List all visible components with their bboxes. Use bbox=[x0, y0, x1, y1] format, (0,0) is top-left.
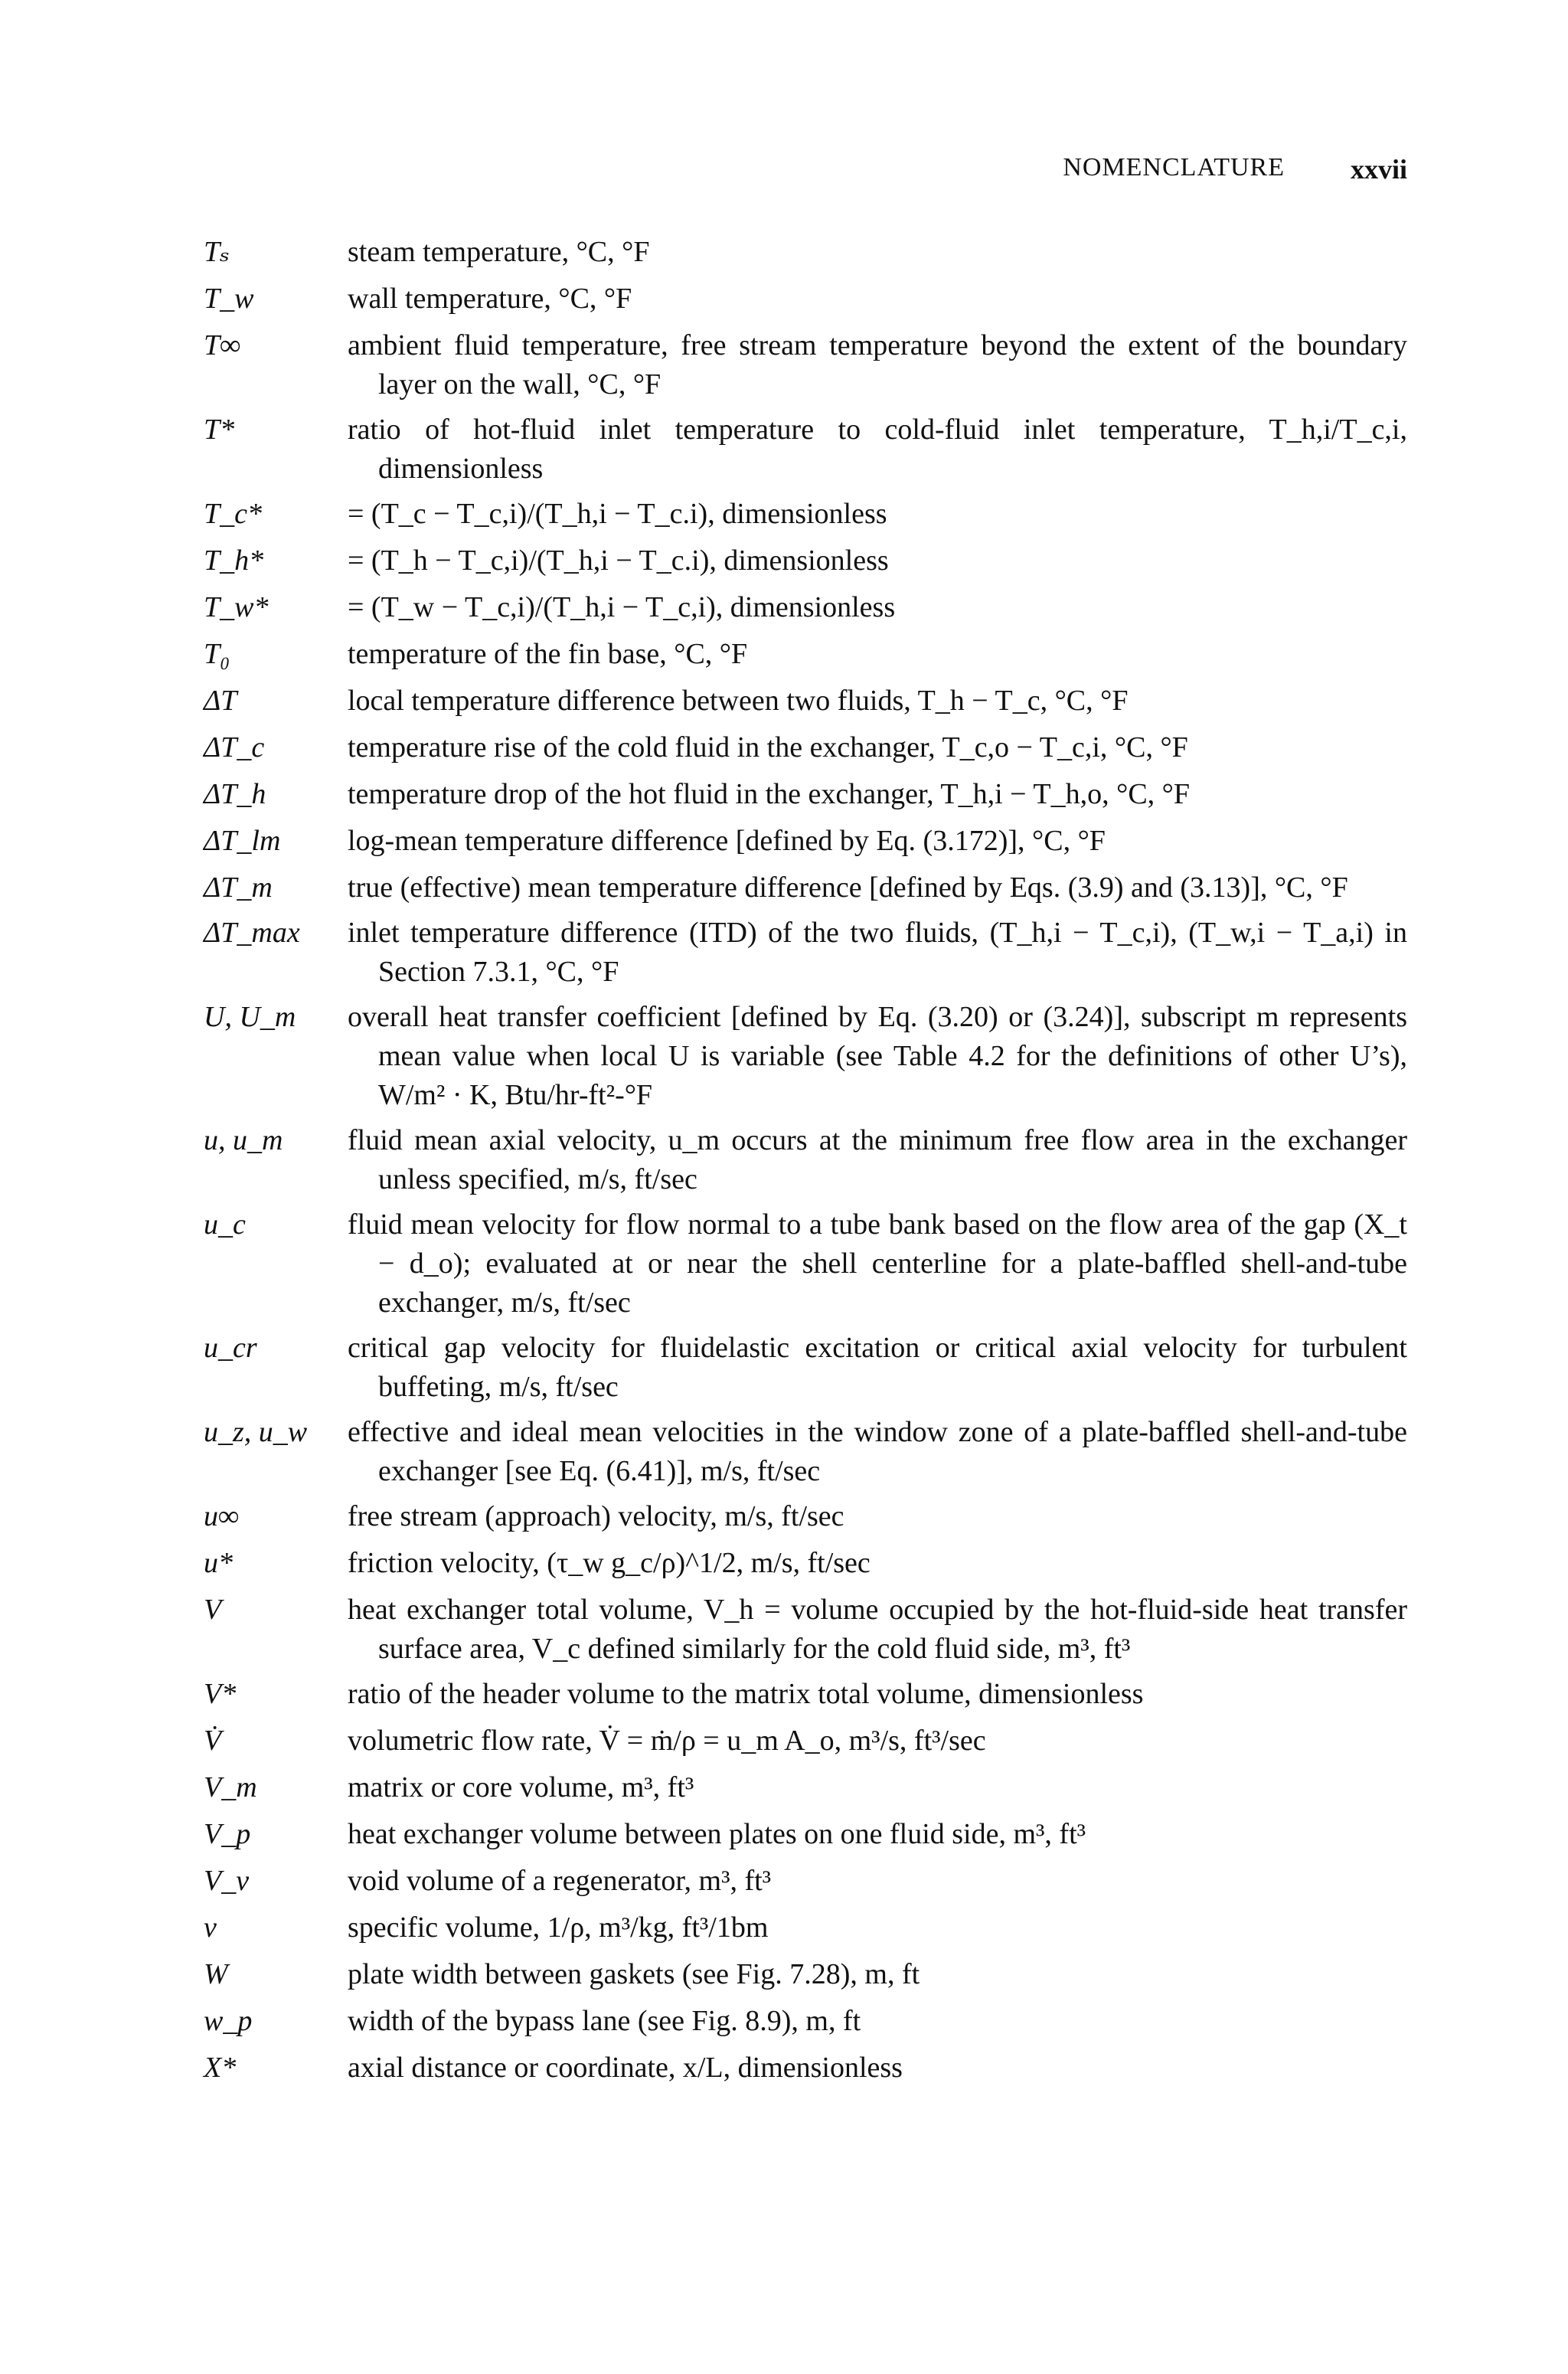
page-number: xxvii bbox=[1350, 154, 1407, 185]
nomenclature-entry bbox=[204, 1815, 1407, 1854]
entry-definition: = (T_w − T_c,i)/(T_h,i − T_c,i), dimensionless bbox=[348, 591, 896, 623]
entry-symbol: T_c* bbox=[204, 498, 262, 530]
entry-symbol: Tₛ bbox=[204, 236, 230, 268]
entry-definition: temperature drop of the hot fluid in the exchanger, T_h,i − T_h,o, °C, °F bbox=[348, 778, 1190, 810]
nomenclature-entry bbox=[204, 1768, 1407, 1807]
nomenclature-entry bbox=[204, 1722, 1407, 1761]
nomenclature-entry bbox=[204, 1121, 1407, 1199]
entry-symbol: T_w* bbox=[204, 591, 269, 623]
nomenclature-entry bbox=[204, 541, 1407, 580]
entry-symbol: V̇ bbox=[204, 1725, 222, 1757]
nomenclature-entry bbox=[204, 495, 1407, 534]
entry-definition: effective and ideal mean velocities in the window zone of a plate-baffled shell-and-tube exchanger [see Eq. (6.41)], m/s, ft/sec bbox=[348, 1416, 1407, 1487]
entry-symbol: V* bbox=[204, 1678, 237, 1710]
entry-definition: ratio of hot-fluid inlet temperature to cold-fluid inlet temperature, T_h,i/T_c,i, dimensionless bbox=[348, 414, 1407, 485]
entry-symbol: V_p bbox=[204, 1818, 251, 1850]
entry-symbol: u_c bbox=[204, 1208, 246, 1241]
entry-symbol: ΔT_c bbox=[204, 731, 265, 764]
entry-definition: volumetric flow rate, V̇ = ṁ/ρ = u_m A_o, m³/s, ft³/sec bbox=[348, 1725, 986, 1757]
entry-definition: = (T_c − T_c,i)/(T_h,i − T_c.i), dimensionless bbox=[348, 498, 887, 530]
entry-symbol: T₀ bbox=[204, 638, 230, 670]
entry-definition: axial distance or coordinate, x/L, dimensionless bbox=[348, 2052, 903, 2084]
entry-symbol: u_z, u_w bbox=[204, 1416, 308, 1448]
entry-symbol: U, U_m bbox=[204, 1001, 296, 1033]
entry-definition: ratio of the header volume to the matrix total volume, dimensionless bbox=[348, 1678, 1144, 1710]
nomenclature-entry bbox=[204, 868, 1407, 907]
nomenclature-entry bbox=[204, 326, 1407, 404]
nomenclature-entry bbox=[204, 1591, 1407, 1669]
nomenclature-entry bbox=[204, 1908, 1407, 1947]
entry-definition: matrix or core volume, m³, ft³ bbox=[348, 1771, 694, 1803]
entry-symbol: T_w bbox=[204, 283, 254, 315]
entry-symbol: ΔT_h bbox=[204, 778, 266, 810]
entry-definition: log-mean temperature difference [defined by Eq. (3.172)], °C, °F bbox=[348, 825, 1106, 857]
entry-symbol: T∞ bbox=[204, 329, 241, 361]
nomenclature-list bbox=[204, 233, 1407, 2095]
nomenclature-entry bbox=[204, 2049, 1407, 2088]
entry-definition: ambient fluid temperature, free stream temperature beyond the extent of the boundary layer on the wall, °C, °F bbox=[348, 329, 1407, 401]
entry-definition: temperature of the fin base, °C, °F bbox=[348, 638, 748, 670]
entry-definition: free stream (approach) velocity, m/s, ft/sec bbox=[348, 1500, 844, 1532]
nomenclature-entry bbox=[204, 280, 1407, 319]
entry-symbol: X* bbox=[204, 2052, 237, 2084]
entry-symbol: u_cr bbox=[204, 1332, 257, 1364]
nomenclature-entry bbox=[204, 998, 1407, 1115]
nomenclature-entry bbox=[204, 1329, 1407, 1407]
entry-symbol: v bbox=[204, 1911, 217, 1944]
entry-definition: steam temperature, °C, °F bbox=[348, 236, 650, 268]
nomenclature-entry bbox=[204, 728, 1407, 767]
entry-definition: wall temperature, °C, °F bbox=[348, 283, 632, 315]
entry-symbol: w_p bbox=[204, 2005, 253, 2037]
nomenclature-entry bbox=[204, 914, 1407, 992]
entry-symbol: ΔT bbox=[204, 685, 237, 717]
nomenclature-entry bbox=[204, 233, 1407, 272]
nomenclature-entry bbox=[204, 635, 1407, 674]
entry-definition: specific volume, 1/ρ, m³/kg, ft³/1bm bbox=[348, 1911, 769, 1944]
entry-symbol: ΔT_lm bbox=[204, 825, 281, 857]
nomenclature-entry bbox=[204, 1544, 1407, 1583]
entry-definition: critical gap velocity for fluidelastic excitation or critical axial velocity for turbulent buffeting, m/s, ft/sec bbox=[348, 1332, 1407, 1403]
entry-symbol: u∞ bbox=[204, 1500, 240, 1532]
entry-symbol: T_h* bbox=[204, 544, 264, 577]
nomenclature-entry bbox=[204, 1955, 1407, 1994]
entry-symbol: V_v bbox=[204, 1865, 250, 1897]
nomenclature-entry bbox=[204, 410, 1407, 489]
running-header bbox=[871, 153, 1407, 191]
entry-symbol: V bbox=[204, 1594, 222, 1626]
nomenclature-entry bbox=[204, 588, 1407, 627]
running-title: NOMENCLATURE bbox=[1063, 153, 1285, 181]
entry-definition: true (effective) mean temperature difference [defined by Eqs. (3.9) and (3.13)], °C, °F bbox=[348, 871, 1348, 904]
entry-definition: overall heat transfer coefficient [defined by Eq. (3.20) or (3.24)], subscript m represents mean value when local U is variable (see Table 4.2 for the definitions of other U’s), W/m² · K, Btu/hr-ft²-°F bbox=[348, 1001, 1407, 1111]
entry-symbol: T* bbox=[204, 414, 235, 446]
entry-definition: plate width between gaskets (see Fig. 7.28), m, ft bbox=[348, 1958, 920, 1990]
entry-definition: friction velocity, (τ_w g_c/ρ)^1/2, m/s, ft/sec bbox=[348, 1547, 871, 1579]
nomenclature-entry bbox=[204, 2002, 1407, 2041]
nomenclature-entry bbox=[204, 682, 1407, 721]
entry-definition: void volume of a regenerator, m³, ft³ bbox=[348, 1865, 772, 1897]
entry-symbol: u* bbox=[204, 1547, 233, 1579]
entry-definition: fluid mean velocity for flow normal to a tube bank based on the flow area of the gap (X_t − d_o); evaluated at or near the shell centerline for a plate-baffled shell-and-tube exchanger, m/s, ft/sec bbox=[348, 1208, 1407, 1319]
entry-definition: fluid mean axial velocity, u_m occurs at the minimum free flow area in the exchanger unless specified, m/s, ft/sec bbox=[348, 1124, 1407, 1195]
nomenclature-entry bbox=[204, 775, 1407, 814]
entry-symbol: ΔT_m bbox=[204, 871, 273, 904]
entry-definition: = (T_h − T_c,i)/(T_h,i − T_c.i), dimensionless bbox=[348, 544, 889, 577]
nomenclature-entry bbox=[204, 1413, 1407, 1491]
entry-definition: temperature rise of the cold fluid in the exchanger, T_c,o − T_c,i, °C, °F bbox=[348, 731, 1188, 764]
entry-definition: local temperature difference between two fluids, T_h − T_c, °C, °F bbox=[348, 685, 1129, 717]
entry-definition: heat exchanger volume between plates on one fluid side, m³, ft³ bbox=[348, 1818, 1086, 1850]
entry-symbol: V_m bbox=[204, 1771, 257, 1803]
entry-symbol: ΔT_max bbox=[204, 917, 300, 949]
nomenclature-entry bbox=[204, 1497, 1407, 1536]
entry-symbol: u, u_m bbox=[204, 1124, 283, 1156]
entry-definition: inlet temperature difference (ITD) of the two fluids, (T_h,i − T_c,i), (T_w,i − T_a,i) in Section 7.3.1, °C, °F bbox=[348, 917, 1407, 988]
entry-symbol: W bbox=[204, 1958, 228, 1990]
nomenclature-entry bbox=[204, 1862, 1407, 1901]
entry-definition: width of the bypass lane (see Fig. 8.9), m, ft bbox=[348, 2005, 861, 2037]
nomenclature-entry bbox=[204, 822, 1407, 861]
entry-definition: heat exchanger total volume, V_h = volume occupied by the hot-fluid-side heat transfer surface area, V_c defined similarly for the cold fluid side, m³, ft³ bbox=[348, 1594, 1407, 1665]
nomenclature-entry bbox=[204, 1675, 1407, 1714]
nomenclature-entry bbox=[204, 1205, 1407, 1323]
